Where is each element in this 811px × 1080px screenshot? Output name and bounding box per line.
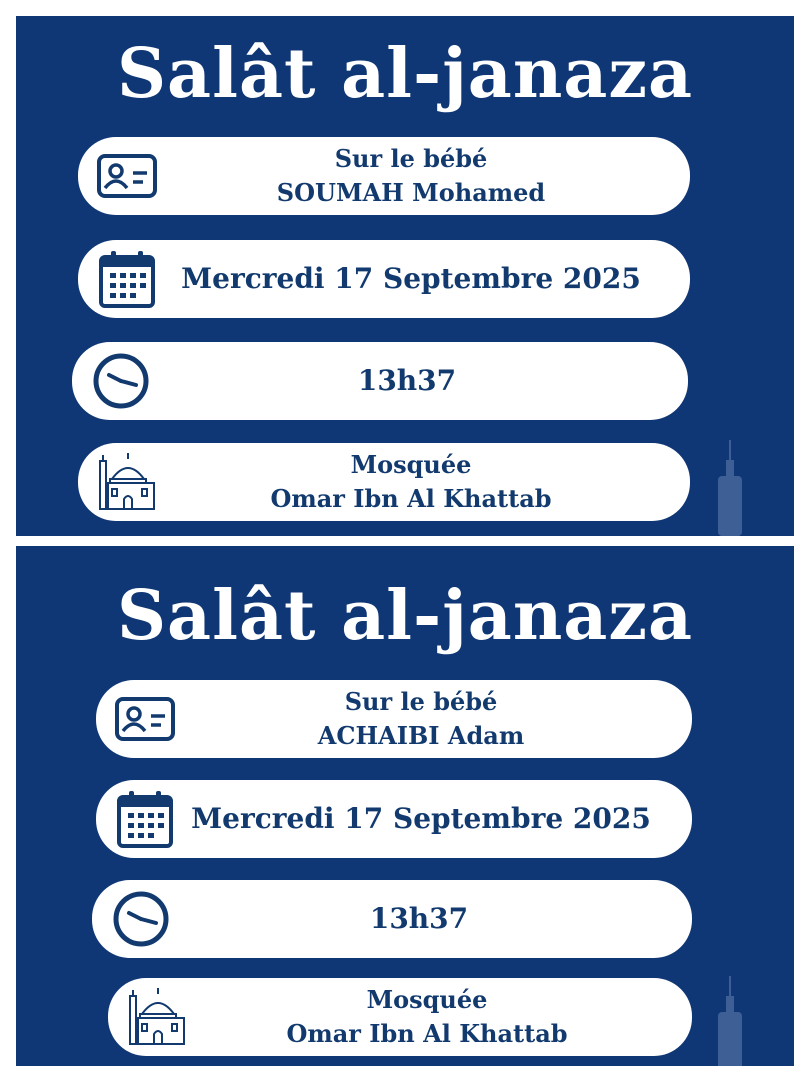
place-line-2: Omar Ibn Al Khattab (286, 1019, 568, 1048)
person-line-2: ACHAIBI Adam (317, 721, 525, 750)
place-text (162, 448, 690, 516)
mosque-icon (92, 447, 162, 517)
calendar-icon (92, 244, 162, 314)
place-pill (78, 443, 690, 521)
id-card-icon (92, 141, 162, 211)
announcement-card-2 (16, 546, 794, 1066)
date-text: Mercredi 17 Septembre 2025 (181, 262, 641, 295)
date-text: Mercredi 17 Septembre 2025 (191, 802, 651, 835)
tower-icon (712, 440, 748, 536)
place-pill (108, 978, 692, 1056)
person-line-1: Sur le bébé (334, 144, 488, 173)
clock-icon (86, 346, 156, 416)
place-line-2: Omar Ibn Al Khattab (270, 484, 552, 513)
time-text: 13h37 (369, 902, 469, 935)
person-pill (96, 680, 692, 758)
tower-icon (712, 976, 748, 1066)
place-text (192, 983, 692, 1051)
date-pill (96, 780, 692, 858)
place-line-1: Mosquée (366, 985, 488, 1014)
clock-icon (106, 884, 176, 954)
mosque-icon (122, 982, 192, 1052)
person-text (180, 685, 692, 753)
person-pill (78, 137, 690, 215)
place-line-1: Mosquée (350, 450, 472, 479)
id-card-icon (110, 684, 180, 754)
card-title: Salât al-janaza (116, 576, 694, 656)
calendar-icon (110, 784, 180, 854)
time-pill (72, 342, 688, 420)
time-pill (92, 880, 692, 958)
card-title: Salât al-janaza (116, 34, 694, 114)
date-pill (78, 240, 690, 318)
person-text (162, 142, 690, 210)
person-line-1: Sur le bébé (344, 687, 498, 716)
person-line-2: SOUMAH Mohamed (276, 178, 546, 207)
announcement-card-1 (16, 16, 794, 536)
time-text: 13h37 (357, 364, 457, 397)
